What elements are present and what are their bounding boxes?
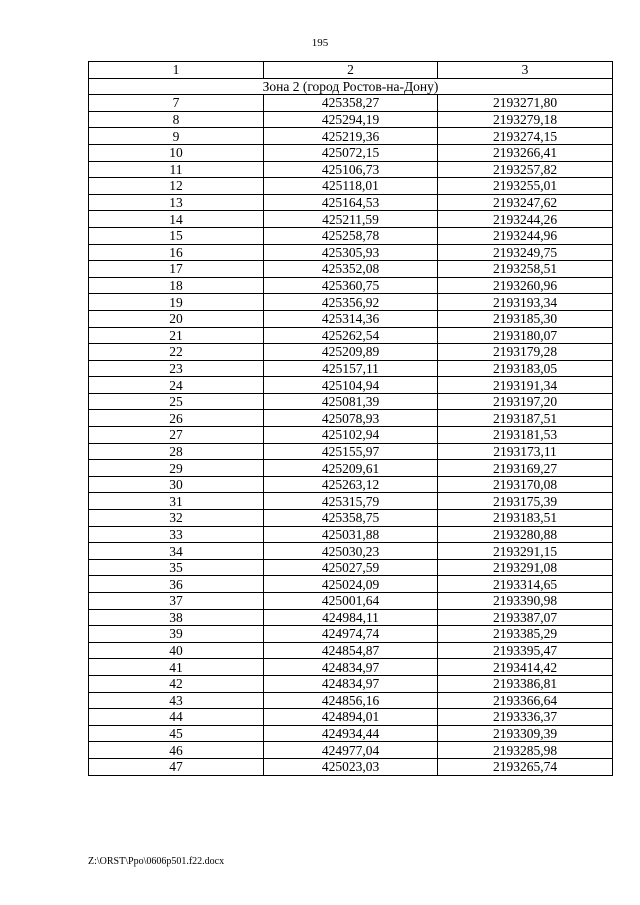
y-coordinate: 2193173,11: [438, 443, 613, 460]
table-row: [89, 344, 613, 361]
x-coordinate: 425023,03: [264, 758, 438, 775]
point-number: 31: [89, 493, 264, 510]
table-row: [89, 443, 613, 460]
point-number: 45: [89, 725, 264, 742]
point-number: 12: [89, 178, 264, 195]
column-header-2: 2: [264, 62, 438, 79]
point-number: 37: [89, 593, 264, 610]
table-row: [89, 543, 613, 560]
point-number: 35: [89, 559, 264, 576]
x-coordinate: 425358,75: [264, 510, 438, 527]
y-coordinate: 2193386,81: [438, 675, 613, 692]
table-row: [89, 460, 613, 477]
y-coordinate: 2193191,34: [438, 377, 613, 394]
table-row: [89, 725, 613, 742]
y-coordinate: 2193260,96: [438, 277, 613, 294]
table-row: [89, 194, 613, 211]
x-coordinate: 425031,88: [264, 526, 438, 543]
point-number: 27: [89, 427, 264, 444]
x-coordinate: 424894,01: [264, 709, 438, 726]
table-row: [89, 144, 613, 161]
y-coordinate: 2193280,88: [438, 526, 613, 543]
x-coordinate: 424834,97: [264, 659, 438, 676]
table-row: [89, 128, 613, 145]
point-number: 33: [89, 526, 264, 543]
x-coordinate: 424934,44: [264, 725, 438, 742]
point-number: 47: [89, 758, 264, 775]
table-row: [89, 609, 613, 626]
x-coordinate: 425294,19: [264, 111, 438, 128]
table-row: [89, 493, 613, 510]
y-coordinate: 2193266,41: [438, 144, 613, 161]
y-coordinate: 2193244,26: [438, 211, 613, 228]
footer-file-path: Z:\ORST\Ppo\0606p501.f22.docx: [88, 856, 225, 867]
y-coordinate: 2193291,08: [438, 559, 613, 576]
x-coordinate: 425315,79: [264, 493, 438, 510]
table-body: [89, 62, 613, 776]
table-row: [89, 675, 613, 692]
x-coordinate: 425106,73: [264, 161, 438, 178]
table-row: [89, 377, 613, 394]
x-coordinate: 425211,59: [264, 211, 438, 228]
point-number: 41: [89, 659, 264, 676]
point-number: 11: [89, 161, 264, 178]
x-coordinate: 425305,93: [264, 244, 438, 261]
table-row: [89, 393, 613, 410]
x-coordinate: 425164,53: [264, 194, 438, 211]
x-coordinate: 425314,36: [264, 310, 438, 327]
point-number: 22: [89, 344, 264, 361]
x-coordinate: 425356,92: [264, 294, 438, 311]
table-row: [89, 709, 613, 726]
table-row: [89, 277, 613, 294]
point-number: 38: [89, 609, 264, 626]
x-coordinate: 425081,39: [264, 393, 438, 410]
x-coordinate: 425360,75: [264, 277, 438, 294]
y-coordinate: 2193244,96: [438, 227, 613, 244]
x-coordinate: 425072,15: [264, 144, 438, 161]
point-number: 32: [89, 510, 264, 527]
table-row: [89, 692, 613, 709]
table-row: [89, 659, 613, 676]
point-number: 25: [89, 393, 264, 410]
x-coordinate: 425027,59: [264, 559, 438, 576]
point-number: 26: [89, 410, 264, 427]
y-coordinate: 2193366,64: [438, 692, 613, 709]
y-coordinate: 2193387,07: [438, 609, 613, 626]
y-coordinate: 2193193,34: [438, 294, 613, 311]
x-coordinate: 425358,27: [264, 95, 438, 112]
point-number: 29: [89, 460, 264, 477]
table-row: [89, 178, 613, 195]
x-coordinate: 425352,08: [264, 261, 438, 278]
table-row: [89, 310, 613, 327]
y-coordinate: 2193271,80: [438, 95, 613, 112]
y-coordinate: 2193170,08: [438, 476, 613, 493]
point-number: 39: [89, 626, 264, 643]
x-coordinate: 425209,61: [264, 460, 438, 477]
x-coordinate: 425155,97: [264, 443, 438, 460]
point-number: 23: [89, 360, 264, 377]
point-number: 7: [89, 95, 264, 112]
y-coordinate: 2193247,62: [438, 194, 613, 211]
y-coordinate: 2193181,53: [438, 427, 613, 444]
column-header-3: 3: [438, 62, 613, 79]
point-number: 34: [89, 543, 264, 560]
x-coordinate: 425157,11: [264, 360, 438, 377]
point-number: 16: [89, 244, 264, 261]
point-number: 20: [89, 310, 264, 327]
x-coordinate: 425030,23: [264, 543, 438, 560]
table-row: [89, 510, 613, 527]
y-coordinate: 2193257,82: [438, 161, 613, 178]
y-coordinate: 2193197,20: [438, 393, 613, 410]
y-coordinate: 2193183,05: [438, 360, 613, 377]
table-row: [89, 327, 613, 344]
x-coordinate: 425263,12: [264, 476, 438, 493]
x-coordinate: 424974,74: [264, 626, 438, 643]
point-number: 44: [89, 709, 264, 726]
y-coordinate: 2193169,27: [438, 460, 613, 477]
point-number: 43: [89, 692, 264, 709]
y-coordinate: 2193390,98: [438, 593, 613, 610]
y-coordinate: 2193265,74: [438, 758, 613, 775]
zone-title: Зона 2 (город Ростов-на-Дону): [89, 78, 613, 95]
y-coordinate: 2193291,15: [438, 543, 613, 560]
table-row: [89, 410, 613, 427]
coordinates-table: [88, 61, 613, 776]
x-coordinate: 425104,94: [264, 377, 438, 394]
header-row: [89, 62, 613, 79]
y-coordinate: 2193385,29: [438, 626, 613, 643]
table-row: [89, 360, 613, 377]
point-number: 36: [89, 576, 264, 593]
y-coordinate: 2193314,65: [438, 576, 613, 593]
y-coordinate: 2193249,75: [438, 244, 613, 261]
table-row: [89, 559, 613, 576]
point-number: 13: [89, 194, 264, 211]
x-coordinate: 425024,09: [264, 576, 438, 593]
x-coordinate: 425118,01: [264, 178, 438, 195]
y-coordinate: 2193179,28: [438, 344, 613, 361]
point-number: 40: [89, 642, 264, 659]
x-coordinate: 425209,89: [264, 344, 438, 361]
x-coordinate: 424984,11: [264, 609, 438, 626]
y-coordinate: 2193274,15: [438, 128, 613, 145]
y-coordinate: 2193258,51: [438, 261, 613, 278]
table-row: [89, 758, 613, 775]
y-coordinate: 2193183,51: [438, 510, 613, 527]
x-coordinate: 424977,04: [264, 742, 438, 759]
point-number: 15: [89, 227, 264, 244]
x-coordinate: 425078,93: [264, 410, 438, 427]
x-coordinate: 424854,87: [264, 642, 438, 659]
point-number: 8: [89, 111, 264, 128]
y-coordinate: 2193175,39: [438, 493, 613, 510]
table-row: [89, 211, 613, 228]
table-row: [89, 593, 613, 610]
y-coordinate: 2193255,01: [438, 178, 613, 195]
point-number: 9: [89, 128, 264, 145]
point-number: 28: [89, 443, 264, 460]
x-coordinate: 425001,64: [264, 593, 438, 610]
column-header-1: 1: [89, 62, 264, 79]
point-number: 21: [89, 327, 264, 344]
page-number: 195: [311, 37, 329, 49]
table-row: [89, 244, 613, 261]
x-coordinate: 424856,16: [264, 692, 438, 709]
table-row: [89, 111, 613, 128]
zone-title-row: [89, 78, 613, 95]
x-coordinate: 425258,78: [264, 227, 438, 244]
y-coordinate: 2193279,18: [438, 111, 613, 128]
x-coordinate: 424834,97: [264, 675, 438, 692]
y-coordinate: 2193180,07: [438, 327, 613, 344]
point-number: 30: [89, 476, 264, 493]
table-row: [89, 227, 613, 244]
point-number: 17: [89, 261, 264, 278]
point-number: 42: [89, 675, 264, 692]
table-row: [89, 742, 613, 759]
y-coordinate: 2193309,39: [438, 725, 613, 742]
y-coordinate: 2193414,42: [438, 659, 613, 676]
table-row: [89, 526, 613, 543]
table-row: [89, 161, 613, 178]
x-coordinate: 425219,36: [264, 128, 438, 145]
table-row: [89, 476, 613, 493]
point-number: 19: [89, 294, 264, 311]
table-row: [89, 261, 613, 278]
table-row: [89, 95, 613, 112]
point-number: 18: [89, 277, 264, 294]
point-number: 10: [89, 144, 264, 161]
y-coordinate: 2193336,37: [438, 709, 613, 726]
table-row: [89, 427, 613, 444]
table-row: [89, 576, 613, 593]
y-coordinate: 2193395,47: [438, 642, 613, 659]
x-coordinate: 425102,94: [264, 427, 438, 444]
table-row: [89, 626, 613, 643]
y-coordinate: 2193187,51: [438, 410, 613, 427]
x-coordinate: 425262,54: [264, 327, 438, 344]
y-coordinate: 2193185,30: [438, 310, 613, 327]
point-number: 24: [89, 377, 264, 394]
point-number: 46: [89, 742, 264, 759]
table-row: [89, 642, 613, 659]
table-row: [89, 294, 613, 311]
y-coordinate: 2193285,98: [438, 742, 613, 759]
point-number: 14: [89, 211, 264, 228]
